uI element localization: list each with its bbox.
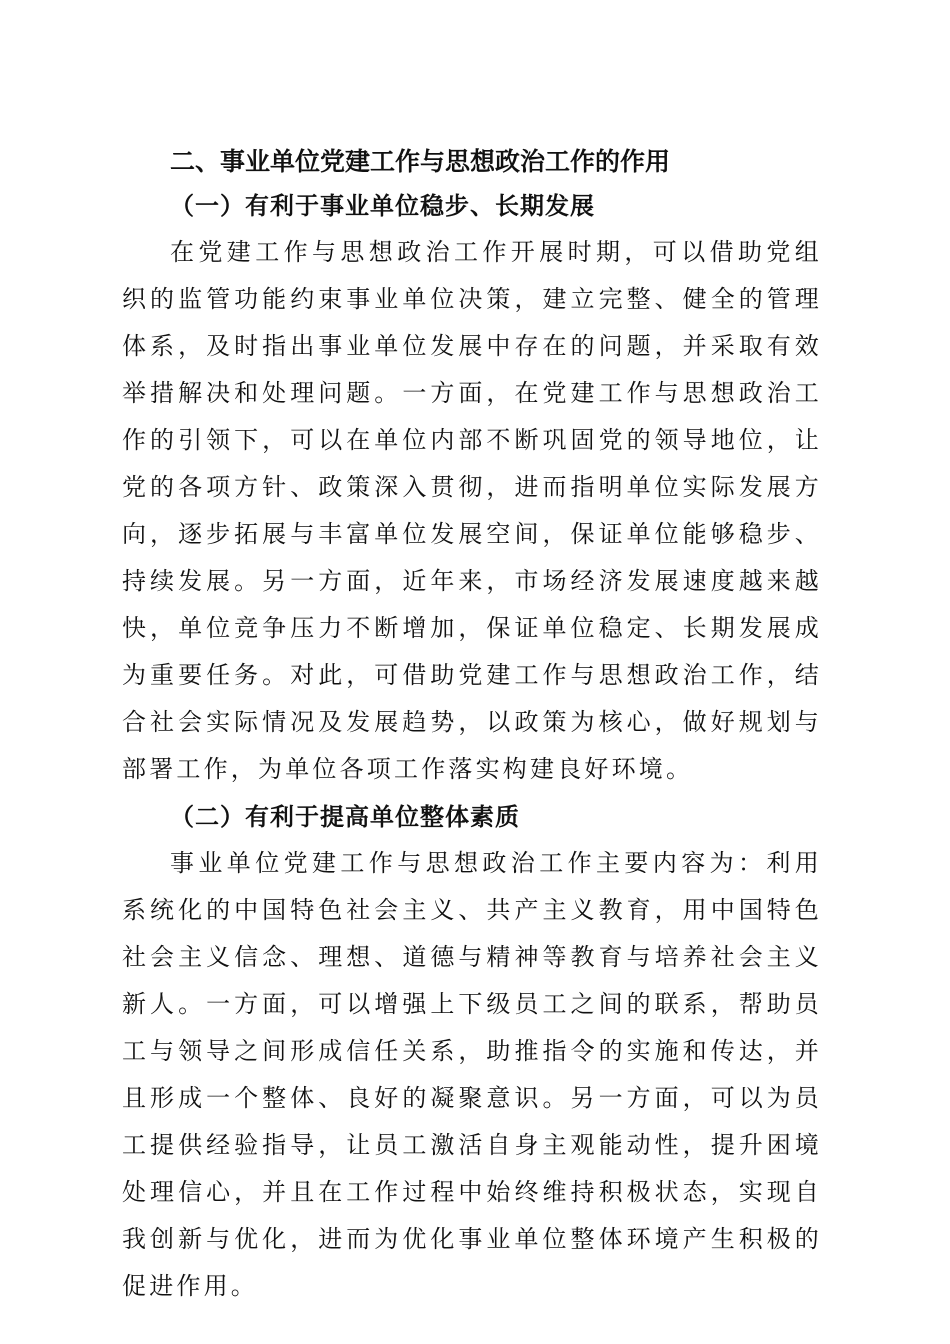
document-body [122, 142, 822, 1310]
paragraph-2: 事业单位党建工作与思想政治工作主要内容为：利用系统化的中国特色社会主义、共产主义教育，用中国特色社会主义信念、理想、道德与精神等教育与培养社会主义新人。一方面，可以增强上下级员工之间的联系，帮助员工与领导之间形成信任关系，助推指令的实施和传达，并且形成一个整体、良好的凝聚意识。另一方面，可以为员工提供经验指导，让员工激活自身主观能动性，提升困境处理信心，并且在工作过程中始终维持积极状态，实现自我创新与优化，进而为优化事业单位整体环境产生积极的促进作用。 [122, 849, 822, 1300]
subsection-heading-2: （二）有利于提高单位整体素质 [170, 802, 520, 831]
paragraph-1: 在党建工作与思想政治工作开展时期，可以借助党组织的监管功能约束事业单位决策，建立完整、健全的管理体系，及时指出事业单位发展中存在的问题，并采取有效举措解决和处理问题。一方面，在党建工作与思想政治工作的引领下，可以在单位内部不断巩固党的领导地位，让党的各项方针、政策深入贯彻，进而指明单位实际发展方向，逐步拓展与丰富单位发展空间，保证单位能够稳步、持续发展。另一方面，近年来，市场经济发展速度越来越快，单位竞争压力不断增加，保证单位稳定、长期发展成为重要任务。对此，可借助党建工作与思想政治工作，结合社会实际情况及发展趋势，以政策为核心，做好规划与部署工作，为单位各项工作落实构建良好环境。 [122, 238, 822, 783]
section-heading: 二、事业单位党建工作与思想政治工作的作用 [170, 147, 671, 176]
subsection-heading-1: （一）有利于事业单位稳步、长期发展 [170, 191, 595, 220]
